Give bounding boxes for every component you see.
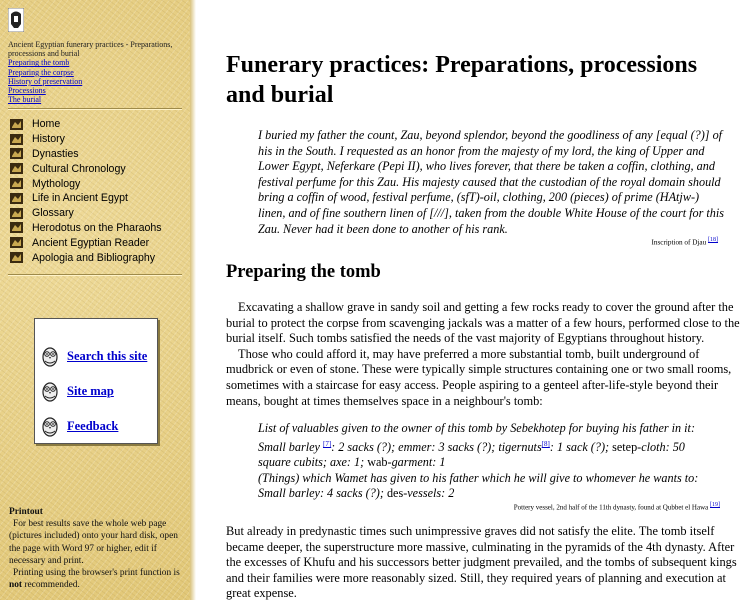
section-title-preparing-tomb: Preparing the tomb: [226, 262, 381, 282]
hieroglyph-icon: [10, 134, 23, 145]
sidebar: [0, 0, 191, 600]
list-line: Small barley [7]: 2 sacks (?); emmer: 3 sacks (?); tigernuts[8]: 1 sack (?); setep-cloth: 50: [258, 439, 685, 454]
nav-item-life-in-ancient-egypt[interactable]: [10, 191, 185, 206]
valuables-list: [258, 421, 728, 502]
printout-text-1: For best results save the whole web page (pictures included) onto your hard disk, open the page with Word 97 or higher, edit if necessary and print.: [9, 519, 178, 566]
site-tools-box: [34, 318, 158, 444]
nav-label: Herodotus on the Pharaohs: [32, 221, 162, 234]
nav-label: Glossary: [32, 207, 74, 220]
nav-label: History: [32, 133, 65, 146]
feedback-item[interactable]: [41, 415, 118, 437]
printout-note: [9, 506, 187, 591]
nav-item-mythology[interactable]: [10, 176, 185, 191]
owl-icon: [41, 345, 59, 367]
divider: [8, 274, 182, 276]
paragraph: Excavating a shallow grave in sandy soil and getting a few rocks ready to cover the ground after the burial to protect the corpse from scavenging jackals was a matter of a few hours, performed close to the burial itself. Such tombs satisfied the needs of the vast majority of Egyptians throughout history.: [226, 300, 740, 346]
paragraph: But already in predynastic times such unimpressive graves did not satisfy the elite. The tomb itself became deeper, the superstructure more massive, culminating in the pyramids of the 4th dynasty. After the excesses of Khufu and his successors better judgment prevailed, and the tombs of subsequent kings and their families were more reasonably sized. Still, they required years of planning and execution at great expense.: [226, 524, 737, 601]
nav-label: Ancient Egyptian Reader: [32, 236, 150, 249]
nav-item-cultural-chronology[interactable]: [10, 161, 185, 176]
hieroglyph-icon: [10, 119, 23, 130]
owl-icon: [41, 415, 59, 437]
hieroglyph-icon: [10, 148, 23, 159]
body-text: [226, 300, 744, 409]
page-contents: [8, 40, 180, 104]
hieroglyph-icon: [10, 208, 23, 219]
hieroglyph-icon: [10, 237, 23, 248]
nav-item-dynasties[interactable]: [10, 147, 185, 162]
list-line: square cubits; axe: 1; wab-garment: 1: [258, 455, 446, 470]
nav-item-home[interactable]: [10, 117, 185, 132]
nav-item-history[interactable]: [10, 132, 185, 147]
nav-label: Mythology: [32, 177, 81, 190]
divider: [8, 108, 182, 110]
footnote-link[interactable]: [7]: [323, 439, 332, 448]
footnote-link[interactable]: [8]: [541, 439, 550, 448]
site-nav: [10, 117, 185, 265]
printout-text-2: Printing using the browser's print function is not recommended.: [9, 568, 180, 591]
nav-item-reader[interactable]: [10, 235, 185, 250]
epigraph-quote: I buried my father the count, Zau, beyond splendor, beyond the goodliness of any [equal (?)] of his in the South. I requested as an honor from the majesty of my lord, the king of Upper and Lower Egypt, Neferkare (Pepi II), who lives forever, that there be taken a coffin, clothing, and festival perfume for this Zau. His majesty caused that the custodian of the royal domain should bring a coffin of wood, festival perfume, (sfT)-oil, clothing, 200 (pieces) of prime (HAtjw-) linen, and of fine southern linen of [///], taken from the double White House of the court for this Zau. Never had it been done to another of his rank.: [258, 128, 725, 236]
toc-link-burial[interactable]: The burial: [8, 95, 42, 105]
hieroglyph-icon: [10, 193, 23, 204]
owl-icon: [41, 380, 59, 402]
page-contents-title: Ancient Egyptian funerary practices - Preparations, processions and burial: [8, 40, 173, 59]
site-map-item[interactable]: [41, 380, 114, 402]
nav-item-apologia[interactable]: [10, 250, 185, 265]
hieroglyph-icon: [10, 222, 23, 233]
list-line: Small barley: 4 sacks (?); des-vessels: 2: [258, 486, 455, 501]
search-site-link[interactable]: Search this site: [67, 348, 148, 363]
body-text: [226, 524, 744, 602]
nav-item-herodotus[interactable]: [10, 221, 185, 236]
paragraph: Those who could afford it, may have preferred a more substantial tomb, built underground of mudbrick or even of stone. These were typically simple structures containing one or two small rooms, sometimes with a staircase for easy access. People aspiring to a genteel after-life-style beyond their means, bought at times themselves space in a neighbour's tomb:: [226, 346, 732, 408]
footnote-link[interactable]: [18]: [708, 237, 718, 243]
hieroglyph-icon: [10, 252, 23, 263]
image-caption: Pottery vessel, 2nd half of the 11th dynasty, found at Qubbet el Hawa [19]: [513, 502, 720, 512]
site-map-link[interactable]: Site map: [67, 383, 114, 398]
toc-link-preparing-tomb[interactable]: Preparing the tomb: [8, 58, 70, 68]
toc-link-preparing-corpse[interactable]: Preparing the corpse: [8, 67, 74, 77]
sidebar-shadow: [190, 0, 196, 600]
toc-link-history-preservation[interactable]: History of preservation: [8, 76, 83, 86]
pharaoh-head-logo-icon[interactable]: [8, 8, 24, 32]
footnote-link[interactable]: [19]: [710, 502, 720, 508]
list-line: List of valuables given to the owner of this tomb by Sebekhotep for buying his father in it:: [258, 421, 696, 435]
page-title: Funerary practices: Preparations, processions and burial: [226, 52, 698, 108]
quote-credit: Inscription of Djau [18]: [651, 237, 718, 247]
search-site-item[interactable]: [41, 345, 147, 367]
printout-heading: Printout: [9, 507, 43, 517]
nav-label: Life in Ancient Egypt: [32, 192, 128, 205]
nav-label: Dynasties: [32, 147, 79, 160]
hieroglyph-icon: [10, 178, 23, 189]
nav-item-glossary[interactable]: [10, 206, 185, 221]
toc-link-processions[interactable]: Processions: [8, 86, 46, 96]
nav-label: Apologia and Bibliography: [32, 251, 156, 264]
nav-label: Cultural Chronology: [32, 162, 126, 175]
list-line: (Things) which Wamet has given to his father which he will give to whomever he wants to:: [258, 470, 699, 485]
nav-label: Home: [32, 118, 61, 131]
feedback-link[interactable]: Feedback: [67, 418, 119, 433]
hieroglyph-icon: [10, 163, 23, 174]
